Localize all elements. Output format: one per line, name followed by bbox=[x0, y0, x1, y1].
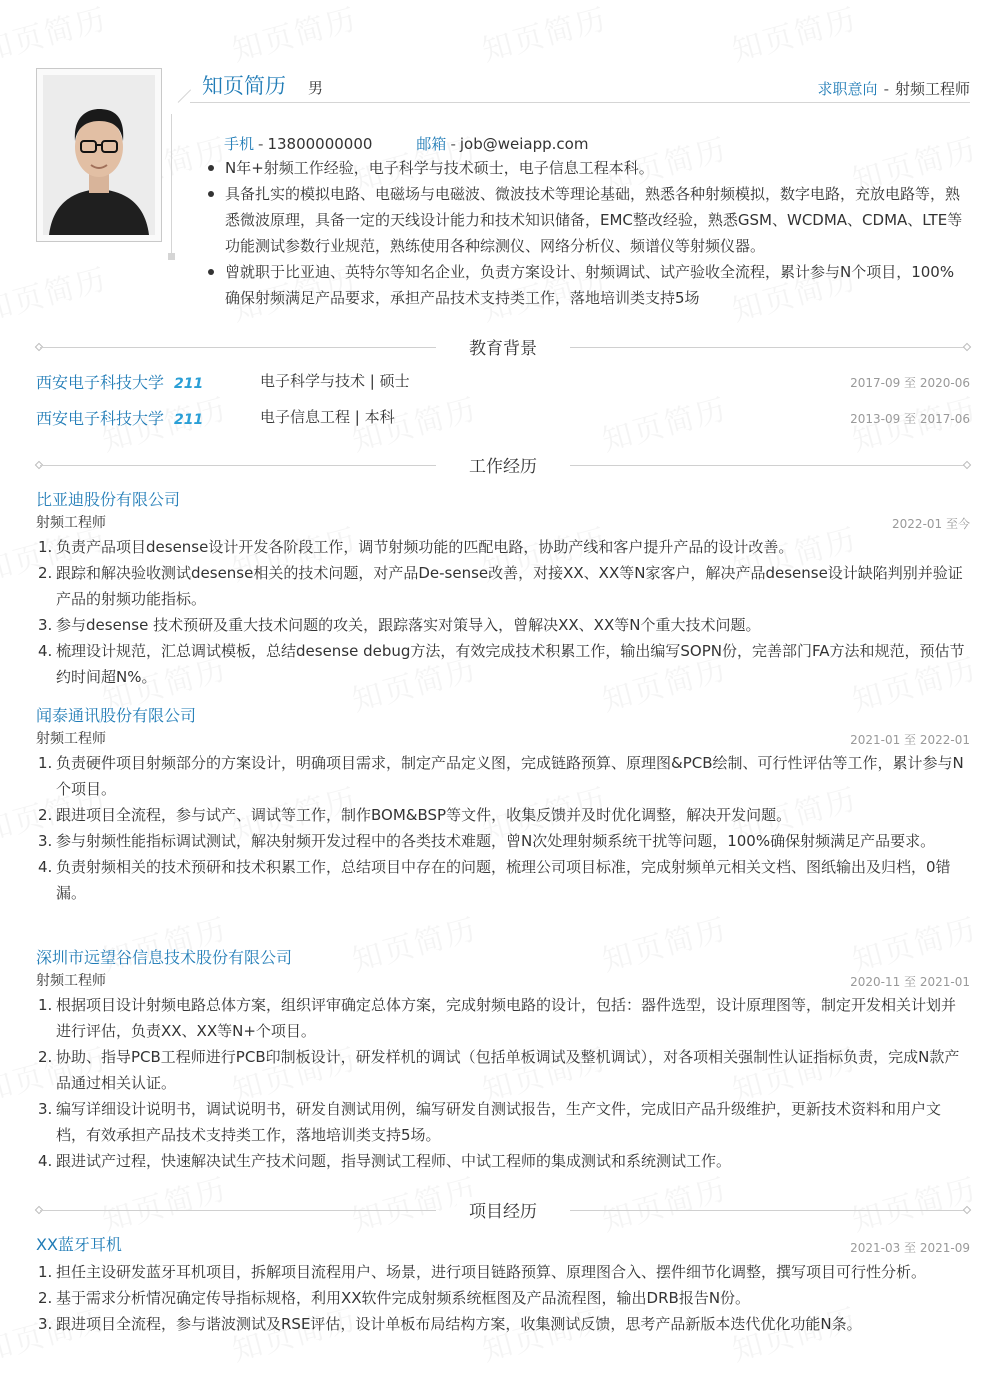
list-item: 3. 参与射频性能指标调试测试，解决射频开发过程中的各类技术难题，曾N次处理射频系统干扰等问题，100%确保射频满足产品要求。 bbox=[38, 832, 936, 850]
work-date: 2022-01 至今 bbox=[892, 517, 970, 531]
job-role: 射频工程师 bbox=[36, 731, 106, 747]
job-intent bbox=[818, 78, 970, 99]
section-title-text: 项目经历 bbox=[457, 1197, 549, 1222]
school-name: 西安电子科技大学 211 bbox=[36, 409, 204, 428]
contact-info bbox=[224, 133, 588, 154]
list-item: 1. 担任主设研发蓝牙耳机项目，拆解项目流程用户、场景，进行项目链路预算、原理图合入、摆件细节化调整，撰写项目可行性分析。 bbox=[38, 1263, 927, 1281]
education-row bbox=[36, 370, 970, 396]
project-title: XX蓝牙耳机 bbox=[36, 1235, 122, 1254]
candidate-gender: 男 bbox=[308, 79, 324, 97]
work-date: 2020-11 至 2021-01 bbox=[850, 975, 970, 989]
list-item: 1. 根据项目设计射频电路总体方案，组织评审确定总体方案，完成射频电路的设计，包括：器件选型，设计原理图等，制定开发相关计划并进行评估，负责XX、XX等N+个项目。 bbox=[38, 996, 957, 1040]
summary-item: 曾就职于比亚迪、英特尔等知名企业，负责方案设计、射频调试、试产验收全流程，累计参与N个项目，100%确保射频满足产品要求，承担产品技术支持类工作，落地培训类支持5场 bbox=[206, 259, 966, 311]
candidate-name: 知页简历 bbox=[202, 74, 286, 98]
list-item: 2. 跟进项目全流程，参与试产、调试等工作，制作BOM&BSP等文件，收集反馈并及时优化调整，解决开发问题。 bbox=[38, 806, 792, 824]
education-date: 2013-09 至 2017-06 bbox=[850, 412, 970, 426]
list-item: 2. 协助、指导PCB工程师进行PCB印制板设计，研发样机的调试（包括单板调试及整机调试），对各项相关强制性认证指标负责，完成N款产品通过相关认证。 bbox=[38, 1048, 960, 1092]
company-name: 比亚迪股份有限公司 bbox=[36, 490, 181, 509]
list-item: 1. 负责产品项目desense设计开发各阶段工作，调节射频功能的匹配电路，协助产线和客户提升产品的设计改善。 bbox=[38, 538, 794, 556]
list-item: 2. 跟踪和解决验收测试desense相关的技术问题，对产品De-sense改善，对接XX、XX等N家客户，解决产品desense设计缺陷判别并验证产品的射频功能指标。 bbox=[38, 564, 963, 608]
work-entry bbox=[36, 704, 970, 906]
school-tag: 211 bbox=[174, 412, 204, 428]
section-title-projects bbox=[36, 1200, 970, 1220]
project-date: 2021-03 至 2021-09 bbox=[850, 1241, 970, 1255]
list-item: 4. 跟进试产过程，快速解决试生产技术问题，指导测试工程师、中试工程师的集成测试和系统测试工作。 bbox=[38, 1152, 732, 1170]
list-item: 4. 负责射频相关的技术预研和技术积累工作，总结项目中存在的问题，梳理公司项目标准，完成射频单元相关文档、图纸输出及归档，0错漏。 bbox=[38, 858, 951, 902]
decor-line bbox=[190, 102, 970, 103]
school-tag: 211 bbox=[174, 376, 204, 392]
school-name: 西安电子科技大学 211 bbox=[36, 373, 204, 392]
list-item: 1. 负责硬件项目射频部分的方案设计，明确项目需求，制定产品定义图，完成链路预算、原理图&PCB绘制、可行性评估等工作，累计参与N个项目。 bbox=[38, 754, 964, 798]
decor-line bbox=[178, 89, 191, 102]
work-duties bbox=[36, 534, 970, 690]
summary-list bbox=[206, 155, 966, 311]
education-row bbox=[36, 406, 970, 432]
job-intent-value: 射频工程师 bbox=[894, 80, 970, 98]
project-entry bbox=[36, 1233, 970, 1337]
decor-line bbox=[171, 114, 172, 254]
list-item: 4. 梳理设计规范，汇总调试模板，总结desense debug方法，有效完成技术积累工作，输出编写SOPN份，完善部门FA方法和规范，预估节约时间超N%。 bbox=[38, 642, 965, 686]
separator: - bbox=[258, 135, 264, 153]
company-name: 深圳市远望谷信息技术股份有限公司 bbox=[36, 948, 293, 967]
list-item: 3. 编写详细设计说明书，调试说明书，研发自测试用例，编写研发自测试报告，生产文件，完成旧产品升级维护，更新技术资料和用户文档，有效承担产品技术支持类工作，落地培训类支持5场。 bbox=[38, 1100, 942, 1144]
phone-label: 手机 bbox=[224, 135, 255, 153]
avatar bbox=[43, 75, 155, 235]
section-title-text: 工作经历 bbox=[457, 452, 549, 477]
summary-item: 具备扎实的模拟电路、电磁场与电磁波、微波技术等理论基础，熟悉各种射频模拟，数字电路，充放电路等，熟悉微波原理，具备一定的天线设计能力和技术知识储备，EMC整改经验，熟悉GSM、WCDMA、CDMA、LTE等功能测试参数行业规范，熟练使用各种综测仪、网络分析仪、频谱仪等射频仪器。 bbox=[206, 181, 966, 259]
phone-value: 13800000000 bbox=[267, 135, 373, 153]
section-title-work bbox=[36, 455, 970, 475]
list-item: 3. 跟进项目全流程，参与谐波测试及RSE评估，设计单板布局结构方案，收集测试反馈，思考产品新版本迭代优化功能N条。 bbox=[38, 1315, 862, 1333]
list-item: 2. 基于需求分析情况确定传导指标规格，利用XX软件完成射频系统框图及产品流程图，输出DRB报告N份。 bbox=[38, 1289, 751, 1307]
work-entry bbox=[36, 946, 970, 1174]
job-intent-label: 求职意向 bbox=[817, 80, 878, 98]
separator: - bbox=[883, 80, 889, 98]
major-degree: 电子信息工程 | 本科 bbox=[260, 408, 395, 426]
email-label: 邮箱 bbox=[416, 135, 447, 153]
decor-square bbox=[168, 253, 175, 260]
summary-item: N年+射频工作经验，电子科学与技术硕士，电子信息工程本科。 bbox=[206, 155, 966, 181]
job-role: 射频工程师 bbox=[36, 973, 106, 989]
email-value: job@weiapp.com bbox=[459, 135, 589, 153]
separator: - bbox=[450, 135, 456, 153]
section-title-education bbox=[36, 337, 970, 357]
work-duties bbox=[36, 992, 970, 1174]
company-name: 闻泰通讯股份有限公司 bbox=[36, 706, 197, 725]
job-role: 射频工程师 bbox=[36, 515, 106, 531]
work-entry bbox=[36, 488, 970, 690]
project-duties bbox=[36, 1259, 970, 1337]
section-title-text: 教育背景 bbox=[457, 334, 549, 359]
photo-frame bbox=[36, 68, 162, 242]
major-degree: 电子科学与技术 | 硕士 bbox=[260, 372, 410, 390]
list-item: 3. 参与desense 技术预研及重大技术问题的攻关，跟踪落实对策导入，曾解决XX、XX等N个重大技术问题。 bbox=[38, 616, 761, 634]
education-date: 2017-09 至 2020-06 bbox=[850, 376, 970, 390]
work-duties bbox=[36, 750, 970, 906]
work-date: 2021-01 至 2022-01 bbox=[850, 733, 970, 747]
person-photo-icon bbox=[43, 75, 155, 235]
